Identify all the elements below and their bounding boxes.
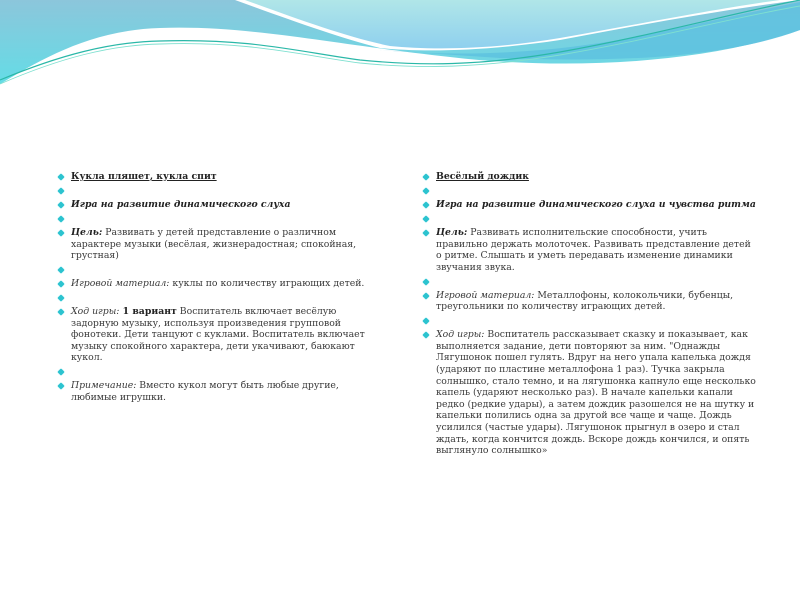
empty-bullet (423, 315, 758, 327)
game-course: Ход игры: Воспитатель рассказывает сказку и показывает, как выполняется задание, дети повторяют за ним. "Однажды Лягушонок пошел гулять. Вдруг на него упала капелька дождя (ударяют по пластине металлофона 1 раз). Тучка закрыла солнышко, стало темно, и на лягушонка капнуло еще несколько капель (ударяют несколько раз). В начале капельки капали редко (редкие удары), а затем дождик разошелся не на шутку и капельки полились одна за другой все чаще и чаще. Дождь усилился (частые удары). Лягушонок прыгнул в озеро и стал ждать, когда кончится дождь. Вскоре дождь кончился, и опять выглянуло солнышко» (423, 329, 758, 457)
left-game-column (58, 171, 383, 406)
empty-bullet (423, 185, 758, 197)
empty-bullet (423, 276, 758, 288)
empty-bullet (58, 213, 383, 225)
empty-bullet (423, 213, 758, 225)
empty-bullet (58, 292, 383, 304)
game-subtitle: Игра на развитие динамического слуха и чувства ритма (423, 199, 758, 211)
empty-bullet (58, 264, 383, 276)
game-material: Игровой материал: куклы по количеству играющих детей. (58, 278, 383, 290)
empty-bullet (58, 366, 383, 378)
game-title: Весёлый дождик (423, 171, 758, 183)
game-subtitle: Игра на развитие динамического слуха (58, 199, 383, 211)
game-title: Кукла пляшет, кукла спит (58, 171, 383, 183)
right-game-column (423, 171, 758, 459)
game-note: Примечание: Вместо кукол могут быть любые другие, любимые игрушки. (58, 380, 383, 403)
empty-bullet (58, 185, 383, 197)
game-course: Ход игры: 1 вариант Воспитатель включает весёлую задорную музыку, используя произведения групповой фонотеки. Дети танцуют с куклами. Воспитатель включает музыку спокойного характера, дети укачивают, баюкают кукол. (58, 306, 383, 364)
header-wave-decoration (0, 0, 800, 110)
game-goal: Цель: Развивать исполнительские способности, учить правильно держать молоточек. Развивать представление детей о ритме. Слышать и уметь передавать изменение динамики звучания звука. (423, 227, 758, 273)
game-material: Игровой материал: Металлофоны, колокольчики, бубенцы, треугольники по количеству играющих детей. (423, 290, 758, 313)
game-goal: Цель: Развивать у детей представление о различном характере музыки (весёлая, жизнерадостная; спокойная, грустная) (58, 227, 383, 262)
